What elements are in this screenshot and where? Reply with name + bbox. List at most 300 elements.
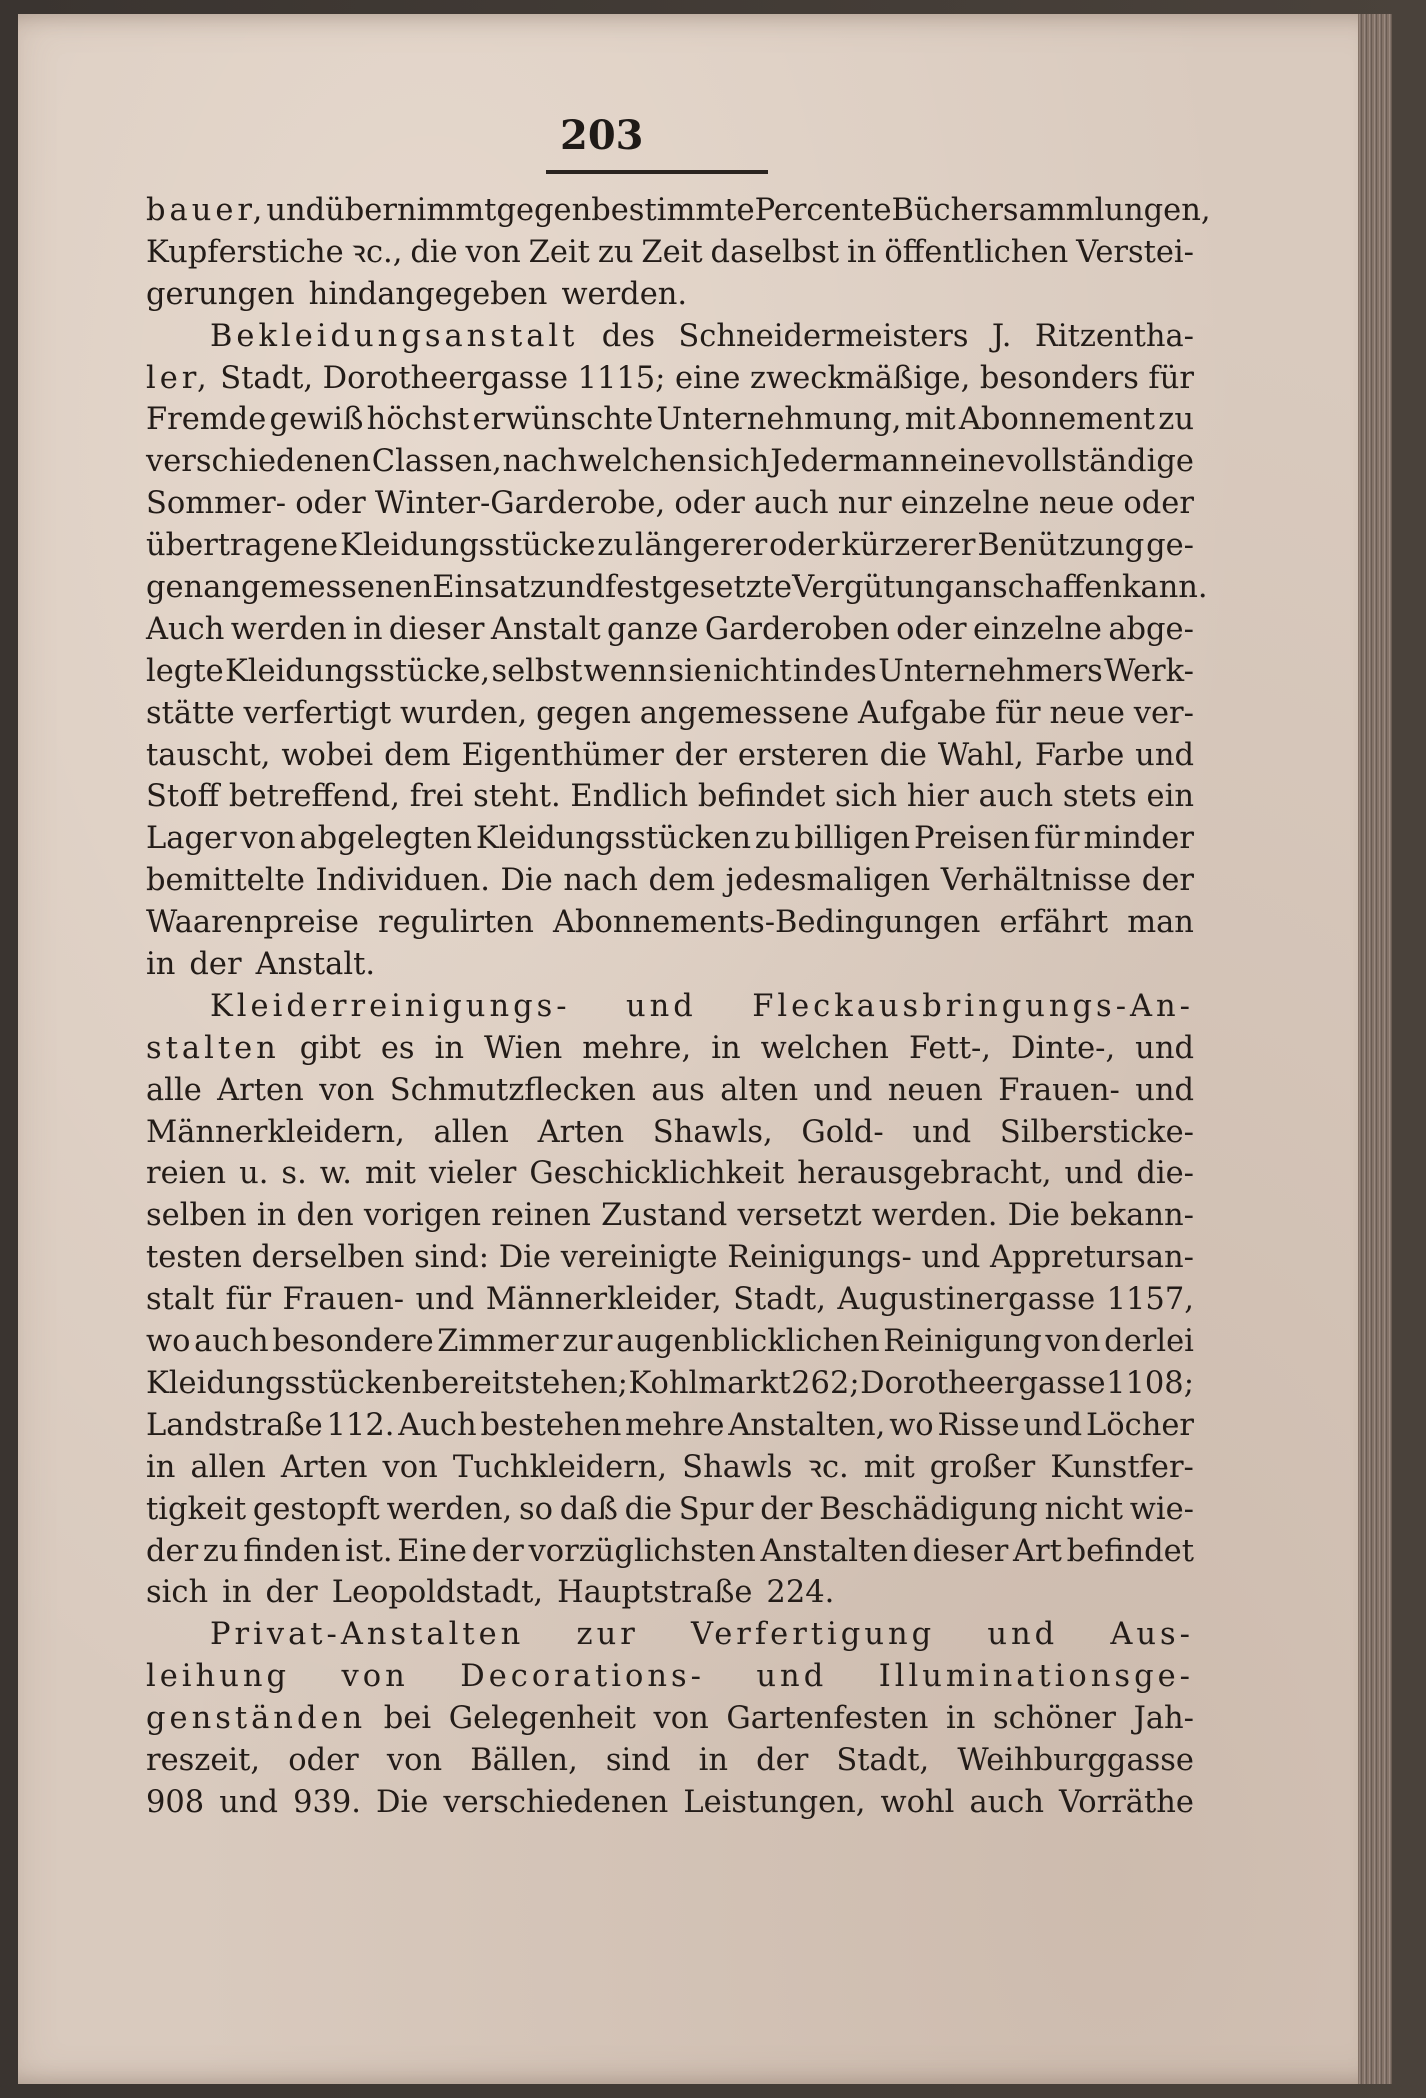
word: mehre xyxy=(625,1407,725,1443)
word: Jedermann xyxy=(770,444,940,480)
word: Landstraße xyxy=(146,1407,323,1443)
word: befindet xyxy=(697,779,826,815)
text-line xyxy=(146,1279,1194,1321)
word: Anstalten xyxy=(760,1533,908,1569)
text-line xyxy=(146,1321,1194,1363)
word: neue xyxy=(1049,695,1125,731)
word: nicht xyxy=(713,653,792,689)
word: verschiedenen xyxy=(443,1784,669,1820)
text-line xyxy=(146,1070,1194,1112)
word: Einsatz xyxy=(432,570,547,606)
text-line xyxy=(146,986,1194,1028)
word: dem xyxy=(384,737,451,773)
word: Stadt, xyxy=(220,360,314,396)
word: Verfertigung xyxy=(691,1617,936,1653)
word: abge- xyxy=(1108,611,1194,647)
word: Löcher xyxy=(1086,1407,1194,1443)
text-line xyxy=(146,232,1194,274)
word: betreffend, xyxy=(228,779,400,815)
word: vorigen xyxy=(363,1198,482,1234)
word: legte xyxy=(146,653,224,689)
word: dem xyxy=(648,863,716,899)
word: wo xyxy=(146,1324,191,1360)
word: bekann- xyxy=(1070,1198,1194,1234)
word: besonders xyxy=(979,360,1139,396)
word: tauscht, xyxy=(146,737,271,773)
word: 1108; xyxy=(1106,1365,1194,1401)
word: Wahl, xyxy=(937,737,1024,773)
word: Vergütung xyxy=(792,570,955,606)
word: und xyxy=(912,1114,972,1150)
word: verfertigt xyxy=(243,695,392,731)
word: Männerkleider, xyxy=(485,1282,722,1318)
text-line xyxy=(146,1447,1194,1489)
word: sich xyxy=(834,779,898,815)
word: den xyxy=(296,1198,354,1234)
word: sind: xyxy=(414,1240,490,1276)
word: aus xyxy=(651,1072,705,1108)
word: daselbst xyxy=(710,234,840,270)
word: gegen xyxy=(496,193,592,228)
word: 939. xyxy=(293,1784,362,1820)
word: Werk- xyxy=(1104,653,1194,689)
word: oder xyxy=(288,1742,359,1778)
word: so xyxy=(519,1491,554,1527)
word: Appretursan- xyxy=(989,1240,1194,1276)
word: Unternehmers xyxy=(878,653,1103,689)
word: der xyxy=(146,1533,199,1569)
word: ist. xyxy=(345,1533,393,1569)
word: von xyxy=(465,234,521,270)
word: dieser xyxy=(388,611,485,647)
text-line xyxy=(146,1153,1194,1195)
word: mit xyxy=(904,402,956,438)
word: bestimmte xyxy=(591,193,755,228)
word: welchen xyxy=(760,1030,889,1066)
word: 224. xyxy=(766,1575,835,1611)
word: Augustinergasse xyxy=(837,1282,1096,1318)
word: ge- xyxy=(1146,528,1194,564)
word: Unternehmung, xyxy=(656,402,902,438)
word: herausgebracht, xyxy=(797,1156,1052,1192)
word: Winter-Garderobe, xyxy=(374,486,666,522)
text-line xyxy=(146,1614,1194,1656)
word: kürzerer xyxy=(841,528,976,564)
word: und xyxy=(1135,1072,1194,1108)
word: Individuen. xyxy=(315,863,490,899)
header-rule xyxy=(546,170,768,174)
word: man xyxy=(1127,905,1194,941)
word: allen xyxy=(190,1449,266,1485)
word: oder xyxy=(769,528,840,564)
word: der xyxy=(1141,863,1194,899)
word: in xyxy=(945,1701,976,1737)
word: bemittelte xyxy=(146,863,305,899)
word: Die xyxy=(1007,1198,1060,1234)
word: Decorations- xyxy=(460,1659,705,1695)
word: sich xyxy=(707,444,770,480)
word: für xyxy=(1034,821,1080,857)
word: in xyxy=(698,1742,728,1778)
word: Dorotheergasse xyxy=(860,1365,1106,1401)
word: von xyxy=(653,1701,709,1737)
word: u. xyxy=(239,1156,269,1192)
word: zu xyxy=(1158,402,1194,438)
word: Fremde xyxy=(146,402,267,438)
word: wo xyxy=(889,1407,934,1443)
word: einzelne xyxy=(972,611,1102,647)
text-line xyxy=(146,1237,1194,1279)
text-line xyxy=(146,902,1194,944)
word: vollständige xyxy=(1006,444,1194,480)
word: derselben xyxy=(251,1240,405,1276)
word: für xyxy=(1148,360,1194,396)
word: befindet xyxy=(1066,1533,1194,1569)
word: der xyxy=(756,1742,809,1778)
word: abgelegten xyxy=(299,821,473,857)
text-line xyxy=(146,1405,1194,1447)
word: steht. xyxy=(473,779,561,815)
word: alten xyxy=(720,1072,799,1108)
word: von xyxy=(319,1072,375,1108)
word: Leistungen, xyxy=(683,1784,866,1820)
word: die xyxy=(624,1491,673,1527)
word: gen xyxy=(146,570,204,606)
word: erfährt xyxy=(999,905,1109,941)
word: Weihburggasse xyxy=(957,1742,1194,1778)
word: werden, xyxy=(386,1491,513,1527)
word: reinen xyxy=(491,1198,591,1234)
word: bestehen xyxy=(480,1407,622,1443)
word: von xyxy=(341,1659,409,1695)
word: zur xyxy=(576,1617,639,1653)
word: reszeit, xyxy=(146,1742,261,1778)
word: Büchersammlungen, xyxy=(891,193,1211,228)
word: Reinigungs- xyxy=(727,1240,912,1276)
text-line xyxy=(146,651,1194,693)
word: 1115; xyxy=(577,360,666,396)
word: und xyxy=(813,1072,873,1108)
word: Shawls xyxy=(682,1449,793,1485)
word: augenblicklichen xyxy=(616,1324,880,1360)
body-text xyxy=(146,190,1211,1824)
word: Tuchkleidern, xyxy=(452,1449,668,1485)
word: bereit xyxy=(421,1365,514,1401)
word: Schmutzflecken xyxy=(389,1072,636,1108)
word: großer xyxy=(929,1449,1036,1485)
word: in xyxy=(434,1030,464,1066)
word: testen xyxy=(146,1240,242,1276)
word: übernimmt xyxy=(325,193,497,228)
word: einzelne xyxy=(900,486,1030,522)
word: nach xyxy=(563,863,638,899)
word: Die xyxy=(376,1784,429,1820)
word: mit xyxy=(364,1156,416,1192)
word: Gold- xyxy=(801,1114,884,1150)
word: gibt xyxy=(299,1030,361,1066)
word: werden. xyxy=(871,1198,998,1234)
word: versetzt xyxy=(737,1198,862,1234)
word: Kleiderreinigungs- xyxy=(210,988,571,1024)
word: Reinigung xyxy=(883,1324,1042,1360)
word: ꝛc. xyxy=(807,1449,849,1485)
text-line xyxy=(146,860,1194,902)
word: Lager xyxy=(146,821,237,857)
word: Aus- xyxy=(1110,1617,1194,1653)
word: vieler xyxy=(428,1156,517,1192)
word: finden xyxy=(243,1533,341,1569)
word: und xyxy=(546,570,605,606)
word: Anstalt. xyxy=(255,947,376,983)
word: auch xyxy=(969,1784,1044,1820)
text-line xyxy=(146,1572,1194,1614)
word: ler, xyxy=(146,360,211,396)
word: und xyxy=(1135,737,1194,773)
word: auch xyxy=(194,1324,269,1360)
word: Verhältnisse xyxy=(940,863,1132,899)
word: und xyxy=(1135,1030,1194,1066)
word: und xyxy=(756,1659,828,1695)
word: von xyxy=(240,821,296,857)
word: stets xyxy=(1062,779,1137,815)
word: Farbe xyxy=(1034,737,1125,773)
word: wobei xyxy=(281,737,374,773)
word: Gartenfesten xyxy=(726,1701,929,1737)
word: und xyxy=(921,1240,981,1276)
word: Dorotheergasse xyxy=(322,360,569,396)
word: vereinigte xyxy=(560,1240,718,1276)
word: Stadt, xyxy=(733,1282,826,1318)
word: Zeit xyxy=(641,234,703,270)
word: Abonnement xyxy=(958,402,1156,438)
word: und xyxy=(625,988,697,1024)
text-line xyxy=(146,358,1194,400)
text-line xyxy=(146,1531,1194,1573)
word: festgesetzte xyxy=(604,570,793,606)
word: von xyxy=(386,1742,443,1778)
text-line xyxy=(146,1782,1194,1824)
word: und xyxy=(415,1282,475,1318)
word: Kohlmarkt xyxy=(628,1365,791,1401)
word: und xyxy=(219,1784,279,1820)
text-line xyxy=(146,1028,1194,1070)
word: minder xyxy=(1083,821,1194,857)
word: derlei xyxy=(1104,1324,1194,1360)
word: Preisen xyxy=(914,821,1031,857)
word: Aufgabe xyxy=(858,695,987,731)
word: nicht xyxy=(1044,1491,1123,1527)
word: zu xyxy=(202,1533,239,1569)
word: gewiß xyxy=(269,402,364,438)
word: Silbersticke- xyxy=(999,1114,1194,1150)
word: Kunstfer- xyxy=(1050,1449,1194,1485)
word: Percente xyxy=(754,193,892,228)
word: Kleidungsstücken xyxy=(146,1365,422,1401)
word: Anstalt xyxy=(490,611,601,647)
word: Arten xyxy=(537,1114,625,1150)
word: des xyxy=(823,653,877,689)
text-line xyxy=(146,1195,1194,1237)
word: und xyxy=(987,1617,1059,1653)
word: oder xyxy=(295,486,366,522)
word: für xyxy=(995,695,1041,731)
text-line xyxy=(146,567,1208,609)
word: höchst xyxy=(366,402,470,438)
word: werden. xyxy=(561,276,688,312)
text-line xyxy=(146,1363,1194,1405)
word: zweckmäßige, xyxy=(750,360,971,396)
word: Die xyxy=(498,1240,551,1276)
word: billigen xyxy=(794,821,911,857)
word: Zimmer xyxy=(437,1324,559,1360)
word: neue xyxy=(1038,486,1115,522)
word: Vorräthe xyxy=(1059,1784,1194,1820)
word: Leopoldstadt, xyxy=(331,1575,544,1611)
word: Endlich xyxy=(570,779,689,815)
word: oder xyxy=(896,611,967,647)
word: öffentlichen xyxy=(884,234,1069,270)
text-line xyxy=(146,693,1194,735)
word: oder xyxy=(674,486,745,522)
word: auch xyxy=(754,486,829,522)
word: der xyxy=(760,1491,813,1527)
word: anschaffen xyxy=(954,570,1122,606)
word: zu xyxy=(597,234,634,270)
word: Geschicklichkeit xyxy=(529,1156,785,1192)
word: in xyxy=(711,1030,741,1066)
text-line xyxy=(146,818,1194,860)
word: stalten xyxy=(146,1030,280,1066)
word: längerer xyxy=(634,528,768,564)
word: der xyxy=(189,947,242,983)
word: mit xyxy=(863,1449,915,1485)
word: Art xyxy=(1013,1533,1062,1569)
word: Zustand xyxy=(601,1198,728,1234)
text-line xyxy=(146,1740,1194,1782)
word: Sommer- xyxy=(146,486,287,522)
word: bei xyxy=(383,1701,432,1737)
word: Shawls, xyxy=(652,1114,773,1150)
word: Bällen, xyxy=(470,1742,578,1778)
word: Arten xyxy=(280,1449,368,1485)
word: dieser xyxy=(912,1533,1009,1569)
word: Zeit xyxy=(528,234,590,270)
word: Männerkleidern, xyxy=(146,1114,405,1150)
word: auch xyxy=(978,779,1054,815)
word: bauer, xyxy=(146,193,267,228)
page-number: 203 xyxy=(560,112,644,159)
word: und xyxy=(1064,1156,1124,1192)
word: von xyxy=(1045,1324,1101,1360)
text-line xyxy=(146,1698,1194,1740)
text-line xyxy=(146,944,1194,986)
word: Ritzentha- xyxy=(1034,318,1194,354)
word: Anstalten, xyxy=(728,1407,886,1443)
word: Illuminationsge- xyxy=(878,1659,1194,1695)
word: der xyxy=(471,1533,524,1569)
word: in xyxy=(222,1575,252,1611)
text-line xyxy=(146,1656,1194,1698)
word: reien xyxy=(146,1156,227,1192)
text-line xyxy=(146,399,1194,441)
text-line xyxy=(146,441,1194,483)
text-line xyxy=(146,609,1194,651)
word: sind xyxy=(605,1742,671,1778)
word: frei xyxy=(409,779,464,815)
word: Kupferstiche xyxy=(146,234,344,270)
word: Kleidungsstücken xyxy=(475,821,752,857)
word: kann. xyxy=(1121,570,1208,606)
word: Kleidungsstücke xyxy=(339,528,596,564)
word: Fett-, xyxy=(908,1030,991,1066)
word: Arten xyxy=(217,1072,304,1108)
word: Schneidermeisters xyxy=(678,318,969,354)
word: eine xyxy=(674,360,741,396)
word: stalt xyxy=(146,1282,215,1318)
word: von xyxy=(382,1449,438,1485)
word: der xyxy=(674,737,727,773)
word: zu xyxy=(597,528,633,564)
text-line xyxy=(146,735,1194,777)
word: oder xyxy=(1123,486,1194,522)
word: Benützung xyxy=(977,528,1145,564)
word: Wien xyxy=(483,1030,563,1066)
word: und xyxy=(1023,1407,1083,1443)
word: des xyxy=(601,318,656,354)
word: Die xyxy=(500,863,553,899)
word: Hauptstraße xyxy=(557,1575,753,1611)
word: schöner xyxy=(993,1701,1117,1737)
word: selben xyxy=(146,1198,247,1234)
word: ein xyxy=(1146,779,1194,815)
word: in xyxy=(792,653,823,689)
word: mehre, xyxy=(582,1030,692,1066)
word: es xyxy=(380,1030,415,1066)
word: werden xyxy=(230,611,347,647)
word: die xyxy=(879,737,927,773)
text-line xyxy=(146,190,1211,232)
word: w. xyxy=(319,1156,352,1192)
word: Jah- xyxy=(1133,1701,1194,1737)
word: hier xyxy=(906,779,969,815)
word: wohl xyxy=(880,1784,955,1820)
word: ganze xyxy=(606,611,699,647)
text-line xyxy=(146,316,1194,358)
word: Frauen- xyxy=(282,1282,405,1318)
text-line xyxy=(146,274,1194,316)
word: die xyxy=(410,234,458,270)
word: zur xyxy=(562,1324,613,1360)
word: Classen, xyxy=(371,444,502,480)
word: übertragene xyxy=(146,528,339,564)
word: sich xyxy=(146,1575,209,1611)
word: Eine xyxy=(397,1533,467,1569)
word: Eigenthümer xyxy=(461,737,664,773)
text-line xyxy=(146,1489,1194,1531)
text-line xyxy=(146,483,1194,525)
word: angemessene xyxy=(639,695,850,731)
word: ver- xyxy=(1133,695,1194,731)
page-edge xyxy=(1358,14,1392,2084)
word: allen xyxy=(433,1114,509,1150)
word: angemessenen xyxy=(203,570,433,606)
word: hindangegeben xyxy=(308,276,548,312)
word: Kleidungsstücke, xyxy=(224,653,491,689)
word: und xyxy=(266,193,326,228)
word: wie- xyxy=(1129,1491,1194,1527)
word: 908 xyxy=(146,1784,205,1820)
word: nach xyxy=(502,444,578,480)
